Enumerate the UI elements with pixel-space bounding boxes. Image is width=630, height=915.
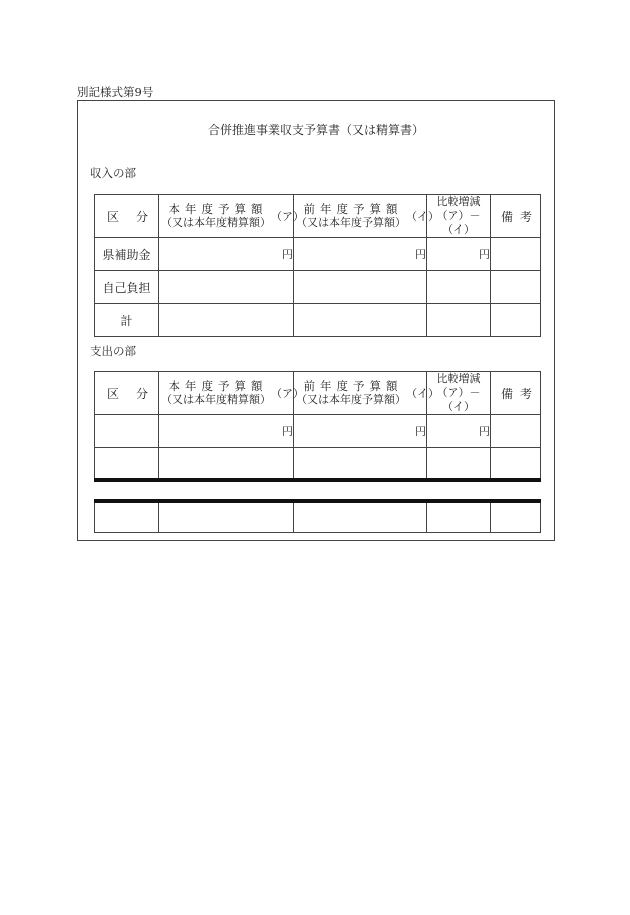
income-row-prefectural-subsidy — [95, 238, 541, 271]
header-previous-year-line2: （又は本年度予算額） — [296, 216, 406, 229]
header-kubun: 区 分 — [95, 372, 159, 415]
previous-year-cell — [294, 271, 427, 304]
comparison-cell — [427, 501, 491, 533]
comparison-cell — [427, 271, 491, 304]
header-current-year: 本年度予算額 （又は本年度精算額） （ア） — [159, 372, 294, 415]
row-label: 計 — [95, 304, 159, 337]
expense-row — [95, 501, 541, 533]
current-year-cell — [159, 304, 294, 337]
current-year-cell — [159, 271, 294, 304]
income-section-label: 収入の部 — [90, 166, 136, 180]
row-label — [95, 501, 159, 533]
expense-table — [94, 371, 541, 533]
header-previous-year — [294, 195, 439, 238]
expense-section-label: 支出の部 — [90, 344, 136, 358]
row-label — [95, 415, 159, 448]
form-number: 別記様式第9号 — [77, 85, 154, 99]
budget-form-frame — [77, 100, 555, 541]
document-title: 合併推進事業収支予算書（又は精算書） — [207, 123, 424, 137]
remarks-cell — [491, 415, 541, 448]
header-comparison: 比較増減 （ア）－（イ） — [427, 372, 491, 415]
expense-header-row — [95, 372, 541, 415]
previous-year-cell: 円 — [294, 238, 427, 271]
remarks-cell — [491, 304, 541, 337]
current-year-cell: 円 — [159, 238, 294, 271]
previous-year-cell — [294, 304, 427, 337]
current-year-cell — [159, 501, 294, 533]
row-label: 自己負担 — [95, 271, 159, 304]
header-current-year — [159, 195, 304, 238]
comparison-cell: 円 — [427, 238, 491, 271]
header-current-year-mark: （ア） — [271, 210, 304, 223]
header-remarks: 備 考 — [491, 372, 541, 415]
header-remarks: 備 考 — [491, 195, 541, 238]
row-label: 県補助金 — [95, 238, 159, 271]
header-comparison: 比較増減 （ア）－（イ） — [427, 195, 491, 238]
remarks-cell — [491, 448, 541, 480]
income-row-self-pay — [95, 271, 541, 304]
remarks-cell — [491, 271, 541, 304]
expense-row — [95, 448, 541, 480]
header-kubun: 区 分 — [95, 195, 159, 238]
header-current-year-line2: （又は本年度精算額） — [161, 216, 271, 229]
omission-break-band — [95, 480, 541, 501]
comparison-cell — [427, 448, 491, 480]
income-header-row — [95, 195, 541, 238]
previous-year-cell — [294, 448, 427, 480]
header-current-year-line1: 本年度予算額 — [168, 202, 268, 216]
income-row-total — [95, 304, 541, 337]
header-previous-year-mark: （イ） — [406, 210, 439, 223]
current-year-cell — [159, 448, 294, 480]
header-previous-year: 前年度予算額 （又は本年度予算額） （イ） — [294, 372, 427, 415]
previous-year-cell: 円 — [294, 415, 427, 448]
omission-break — [95, 480, 541, 501]
previous-year-cell — [294, 501, 427, 533]
row-label — [95, 448, 159, 480]
header-previous-year-line1: 前年度予算額 — [303, 202, 403, 216]
current-year-cell: 円 — [159, 415, 294, 448]
expense-row — [95, 415, 541, 448]
remarks-cell — [491, 501, 541, 533]
income-table — [94, 194, 541, 337]
comparison-cell — [427, 304, 491, 337]
comparison-cell: 円 — [427, 415, 491, 448]
remarks-cell — [491, 238, 541, 271]
